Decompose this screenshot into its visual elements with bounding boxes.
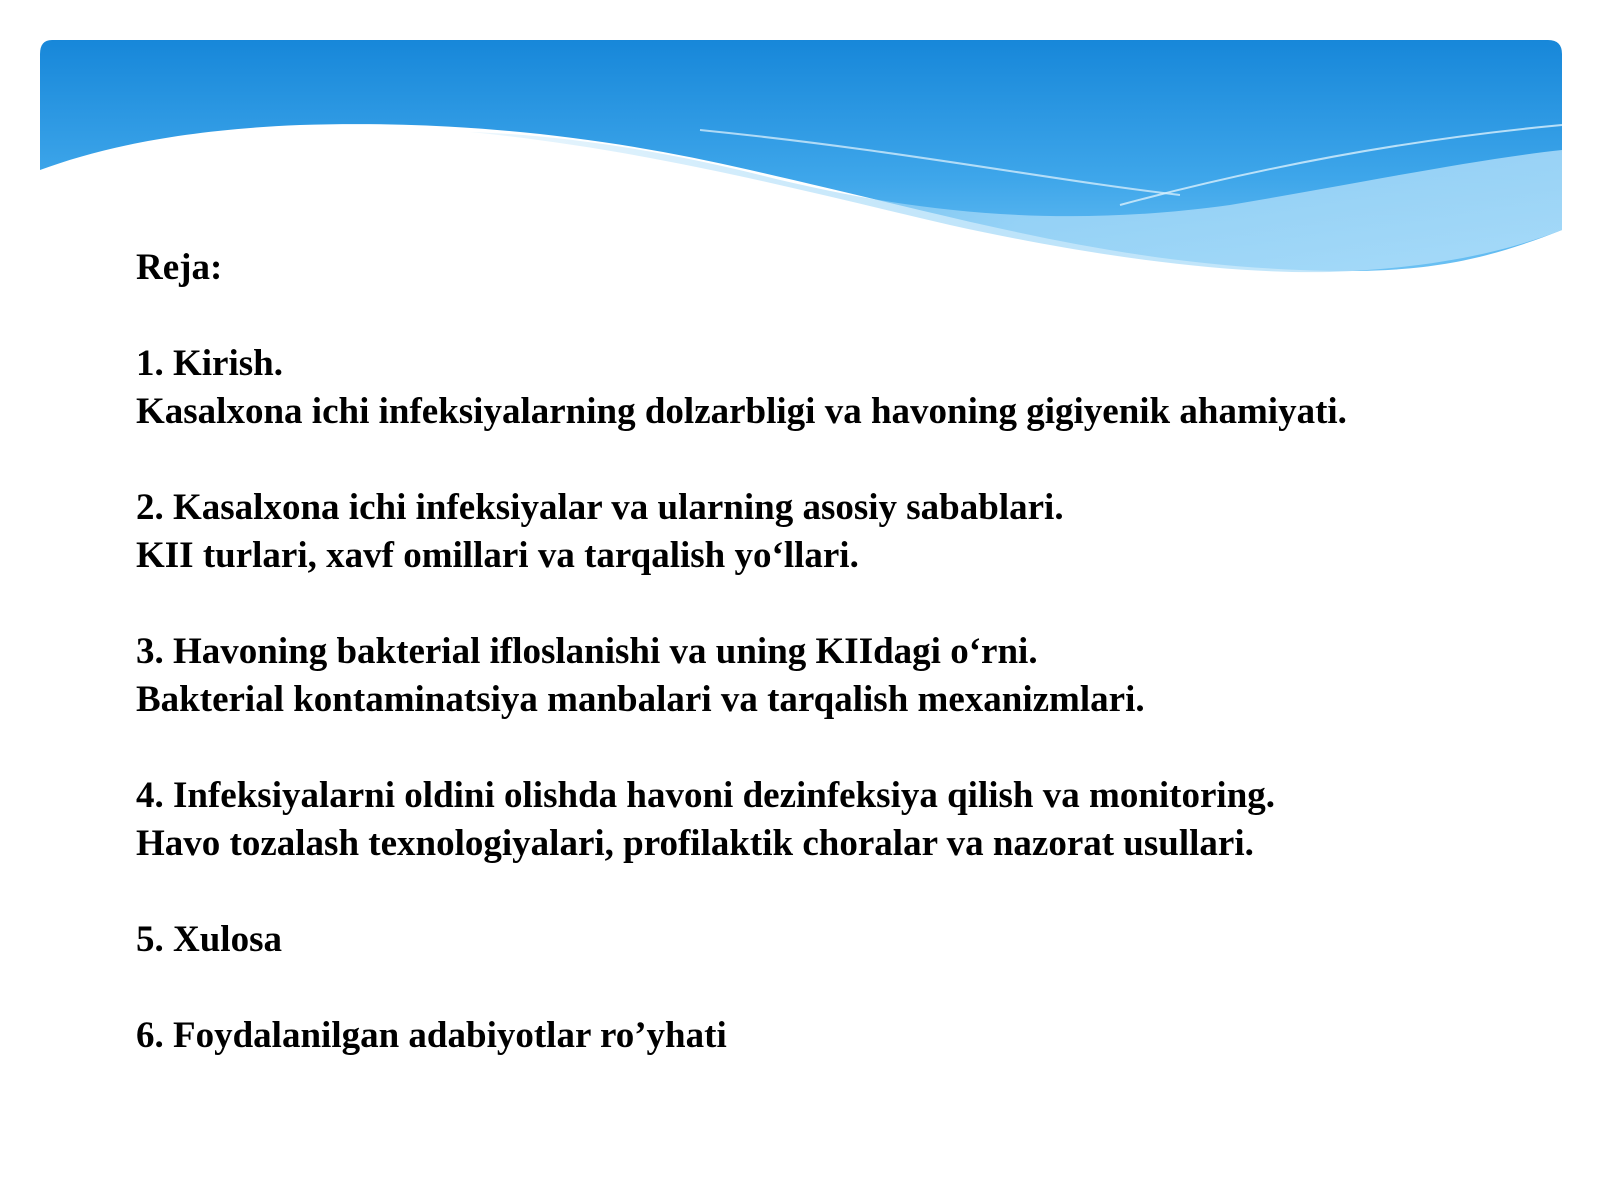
plan-item-3-title: 3. Havoning bakterial ifloslanishi va uning KIIdagi o‘rni. — [136, 631, 1038, 672]
plan-item-1-title: 1. Kirish. — [136, 343, 283, 384]
plan-item-5-title: 5. Xulosa — [136, 919, 282, 960]
slide-heading: Reja: — [136, 247, 223, 288]
plan-item-2-description: KII turlari, xavf omillari va tarqalish yo‘llari. — [136, 535, 859, 576]
slide-content — [136, 244, 1414, 1060]
plan-item-4-title: 4. Infeksiyalarni oldini olishda havoni dezinfeksiya qilish va monitoring. — [136, 775, 1276, 816]
plan-item-2-title: 2. Kasalxona ichi infeksiyalar va ularning asosiy sabablari. — [136, 487, 1064, 528]
plan-item-3-description: Bakterial kontaminatsiya manbalari va tarqalish mexanizmlari. — [136, 679, 1145, 720]
plan-item-4-description: Havo tozalash texnologiyalari, profilaktik choralar va nazorat usullari. — [136, 823, 1254, 864]
plan-item-6-title: 6. Foydalanilgan adabiyotlar ro’yhati — [136, 1015, 727, 1056]
plan-item-1-description: Kasalxona ichi infeksiyalarning dolzarbligi va havoning gigiyenik ahamiyati. — [136, 391, 1347, 432]
